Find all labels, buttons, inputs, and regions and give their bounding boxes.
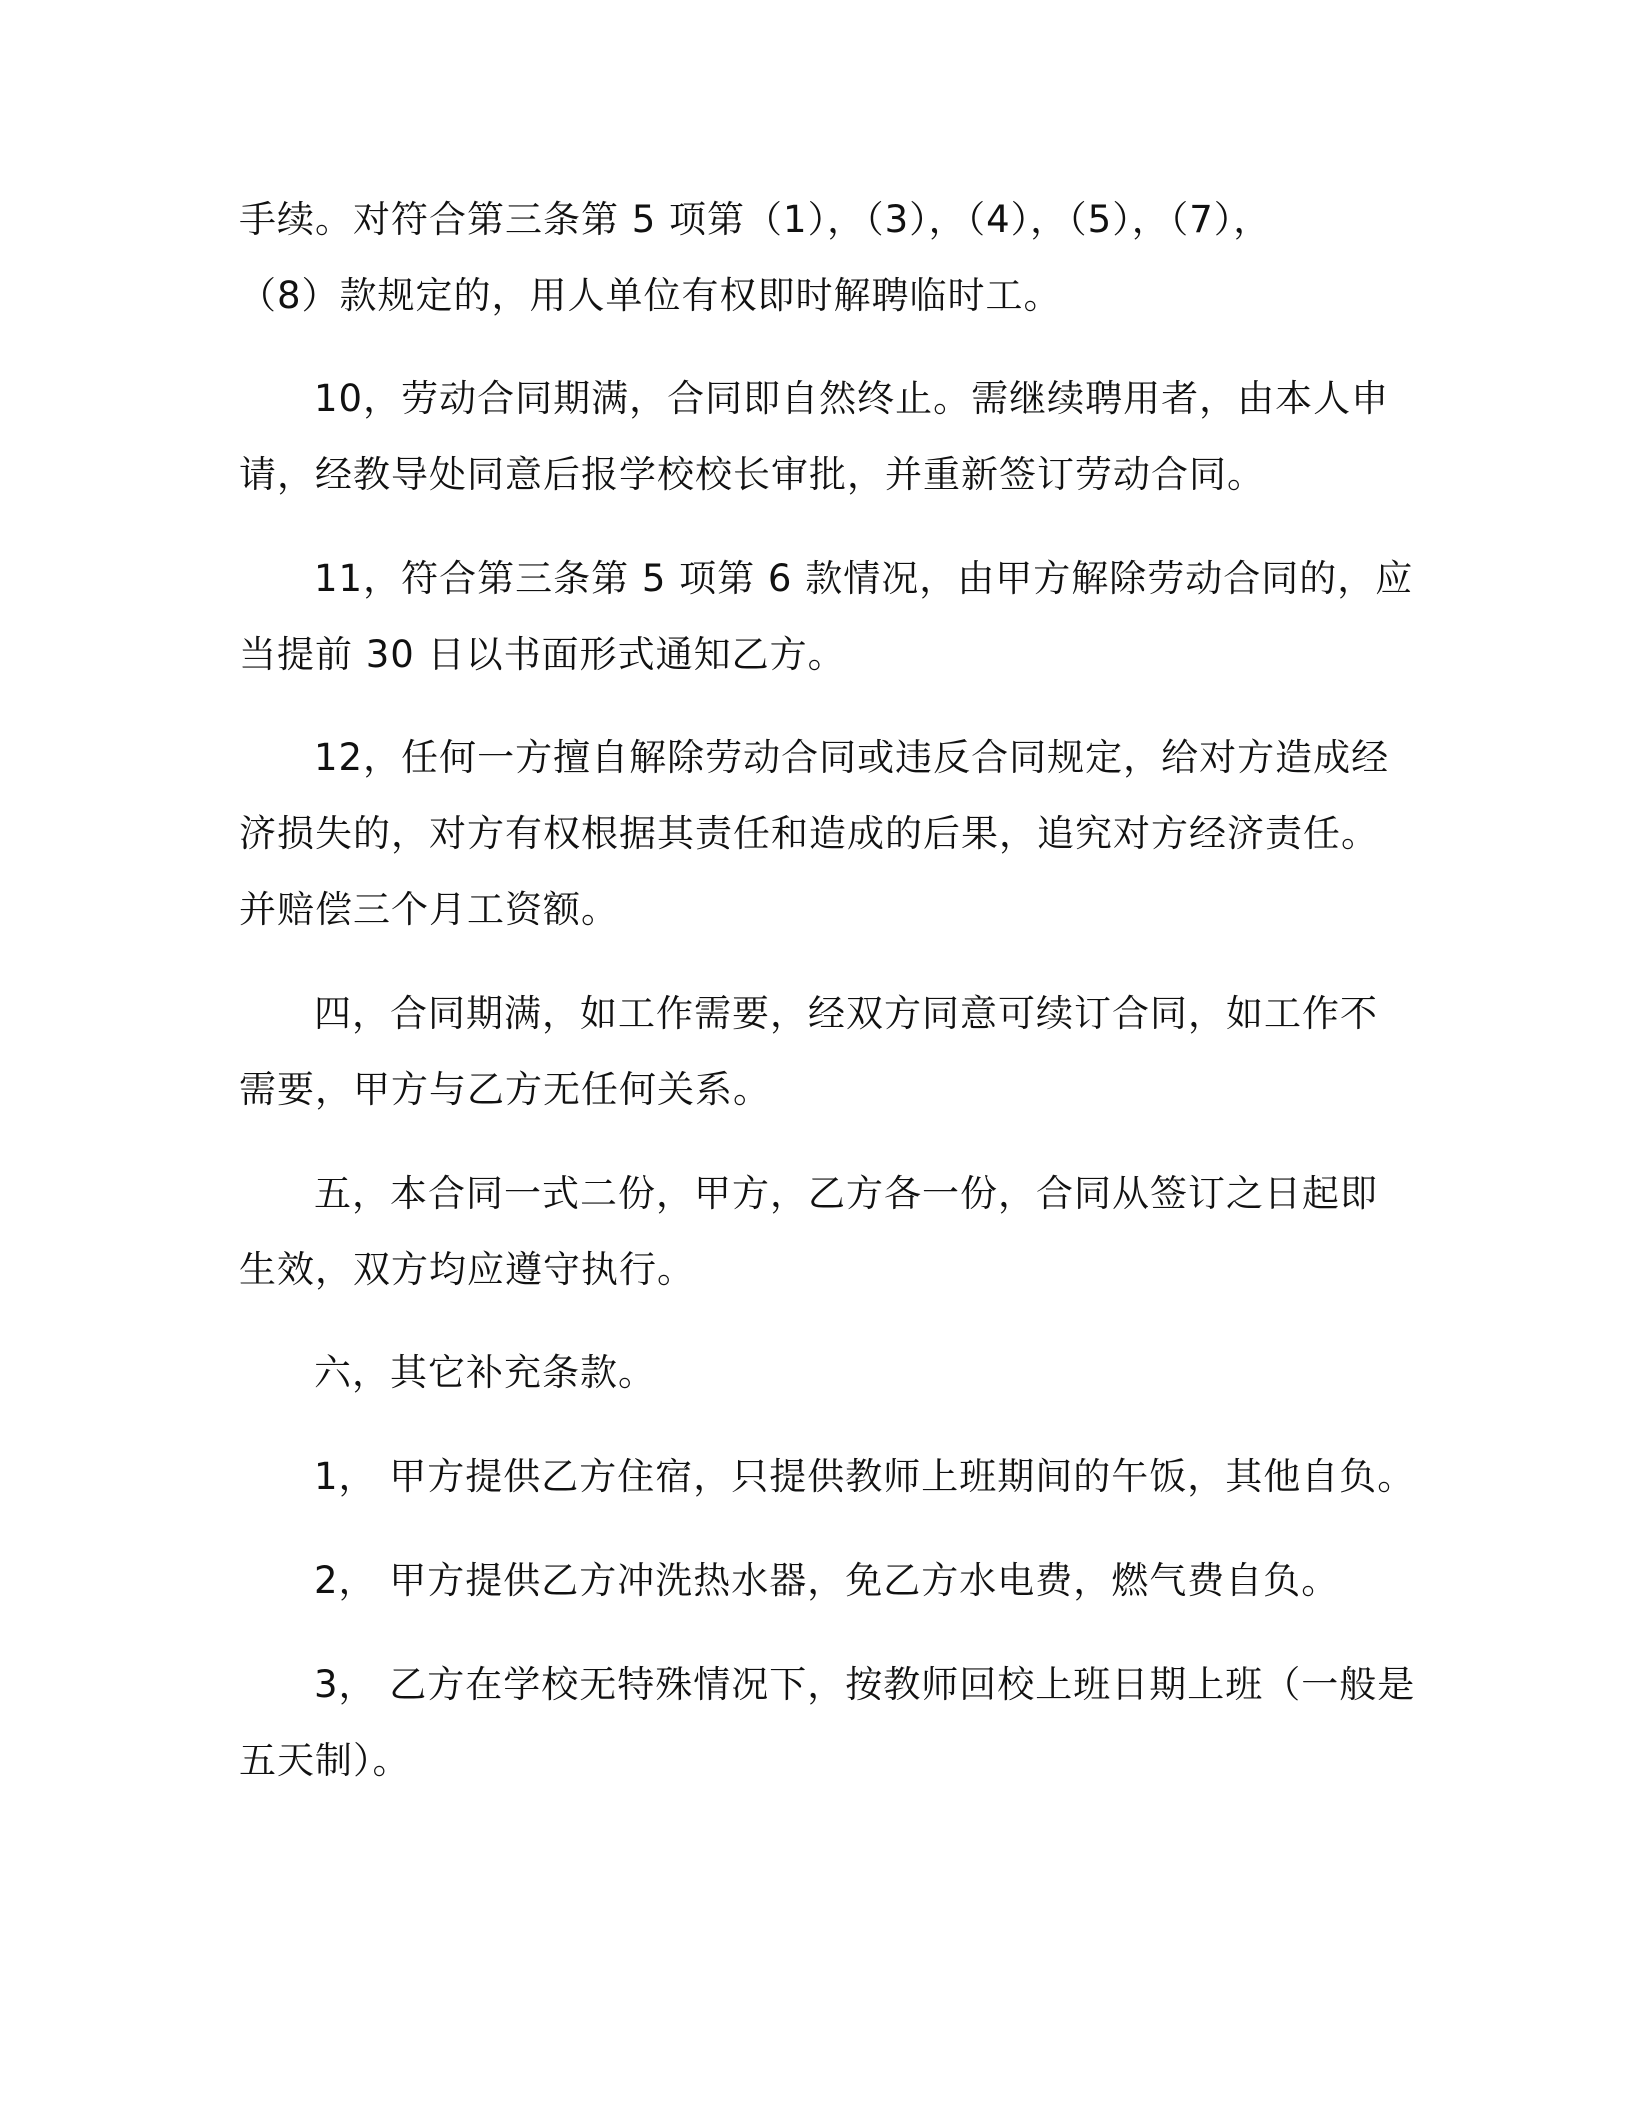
clause-12-line-1: 12，任何一方擅自解除劳动合同或违反合同规定，给对方造成经: [314, 736, 1390, 779]
clause-12-line-2: 济损失的，对方有权根据其责任和造成的后果，追究对方经济责任。: [239, 812, 1379, 855]
clause-10-line-2: 请，经教导处同意后报学校校长审批，并重新签订劳动合同。: [239, 453, 1265, 496]
clause-12-line-3: 并赔偿三个月工资额。: [239, 888, 619, 931]
supplement-3-line-1: 3， 乙方在学校无特殊情况下，按教师回校上班日期上班（一般是: [314, 1663, 1416, 1706]
supplement-1: 1， 甲方提供乙方住宿，只提供教师上班期间的午饭，其他自负。: [314, 1455, 1416, 1498]
section-4-line-2: 需要，甲方与乙方无任何关系。: [239, 1068, 771, 1111]
section-4-line-1: 四，合同期满，如工作需要，经双方同意可续订合同，如工作不: [314, 992, 1378, 1035]
clause-10-line-1: 10，劳动合同期满，合同即自然终止。需继续聘用者，由本人申: [314, 377, 1390, 420]
section-5-line-2: 生效，双方均应遵守执行。: [239, 1248, 695, 1291]
section-5-line-1: 五，本合同一式二份，甲方，乙方各一份，合同从签订之日起即: [314, 1172, 1378, 1215]
section-6-heading: 六，其它补充条款。: [314, 1351, 656, 1394]
supplement-3-line-2: 五天制）。: [239, 1739, 411, 1782]
text-line-2: （8）款规定的，用人单位有权即时解聘临时工。: [239, 274, 1062, 317]
supplement-2: 2， 甲方提供乙方冲洗热水器，免乙方水电费，燃气费自负。: [314, 1559, 1340, 1602]
clause-11-line-2: 当提前 30 日以书面形式通知乙方。: [239, 633, 846, 676]
text-line-1: 手续。对符合第三条第 5 项第（1），（3），（4），（5），（7），: [239, 198, 1272, 241]
clause-11-line-1: 11，符合第三条第 5 项第 6 款情况，由甲方解除劳动合同的，应: [314, 557, 1414, 600]
